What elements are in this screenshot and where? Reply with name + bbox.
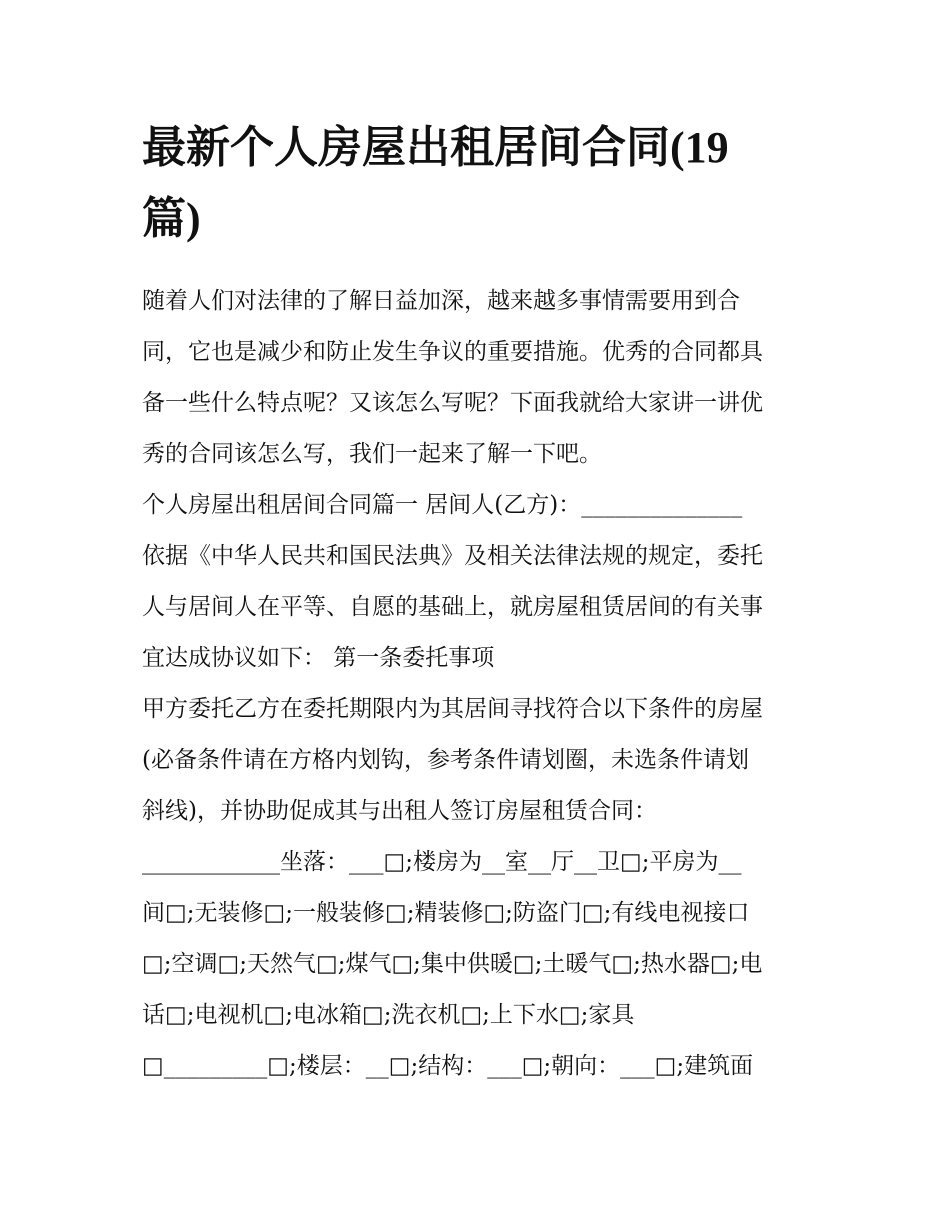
- text-line: 备一些什么特点呢？又该怎么写呢？下面我就给大家讲一讲优: [142, 390, 763, 416]
- text-line: 随着人们对法律的了解日益加深，越来越多事情需要用到合: [142, 288, 740, 314]
- text-line: 斜线)，并协助促成其与出租人签订房屋租赁合同：: [142, 798, 657, 824]
- text-line: 宜达成协议如下： 第一条委托事项: [142, 645, 495, 671]
- text-line: 个人房屋出租居间合同篇一 居间人(乙方)：______________: [142, 492, 743, 518]
- text-line: 依据《中华人民共和国民法典》及相关法律法规的规定，委托: [142, 543, 763, 569]
- text-line: □;空调□;天然气□;煤气□;集中供暖□;土暖气□;热水器□;电: [142, 951, 763, 977]
- intro-paragraph: [142, 276, 814, 480]
- title-line: 最新个人房屋出租居间合同(19: [142, 123, 729, 172]
- document-page: [142, 112, 814, 1092]
- legal-basis-paragraph: [142, 531, 814, 684]
- text-line: 间□;无装修□;一般装修□;精装修□;防盗门□;有线电视接口: [142, 900, 750, 926]
- text-line: (必备条件请在方格内划钩，参考条件请划圈，未选条件请划: [142, 747, 749, 773]
- text-line: 秀的合同该怎么写，我们一起来了解一下吧。: [142, 441, 602, 467]
- entrustment-paragraph: [142, 684, 814, 837]
- text-line: □_________□;楼层：__□;结构：___□;朝向：___□;建筑面: [142, 1053, 754, 1079]
- text-line: 同，它也是减少和防止发生争议的重要措施。优秀的合同都具: [142, 339, 763, 365]
- text-line: 话□;电视机□;电冰箱□;洗衣机□;上下水□;家具: [142, 1002, 635, 1028]
- property-conditions-paragraph: [142, 837, 814, 1092]
- text-line: 人与居间人在平等、自愿的基础上，就房屋租赁居间的有关事: [142, 594, 763, 620]
- contract-heading-paragraph: [142, 480, 814, 531]
- text-line: 甲方委托乙方在委托期限内为其居间寻找符合以下条件的房屋: [142, 696, 763, 722]
- title-line: 篇): [142, 194, 201, 243]
- text-line: ____________坐落：___□;楼房为__室__厅__卫□;平房为__: [142, 849, 742, 875]
- page-title: [142, 112, 814, 254]
